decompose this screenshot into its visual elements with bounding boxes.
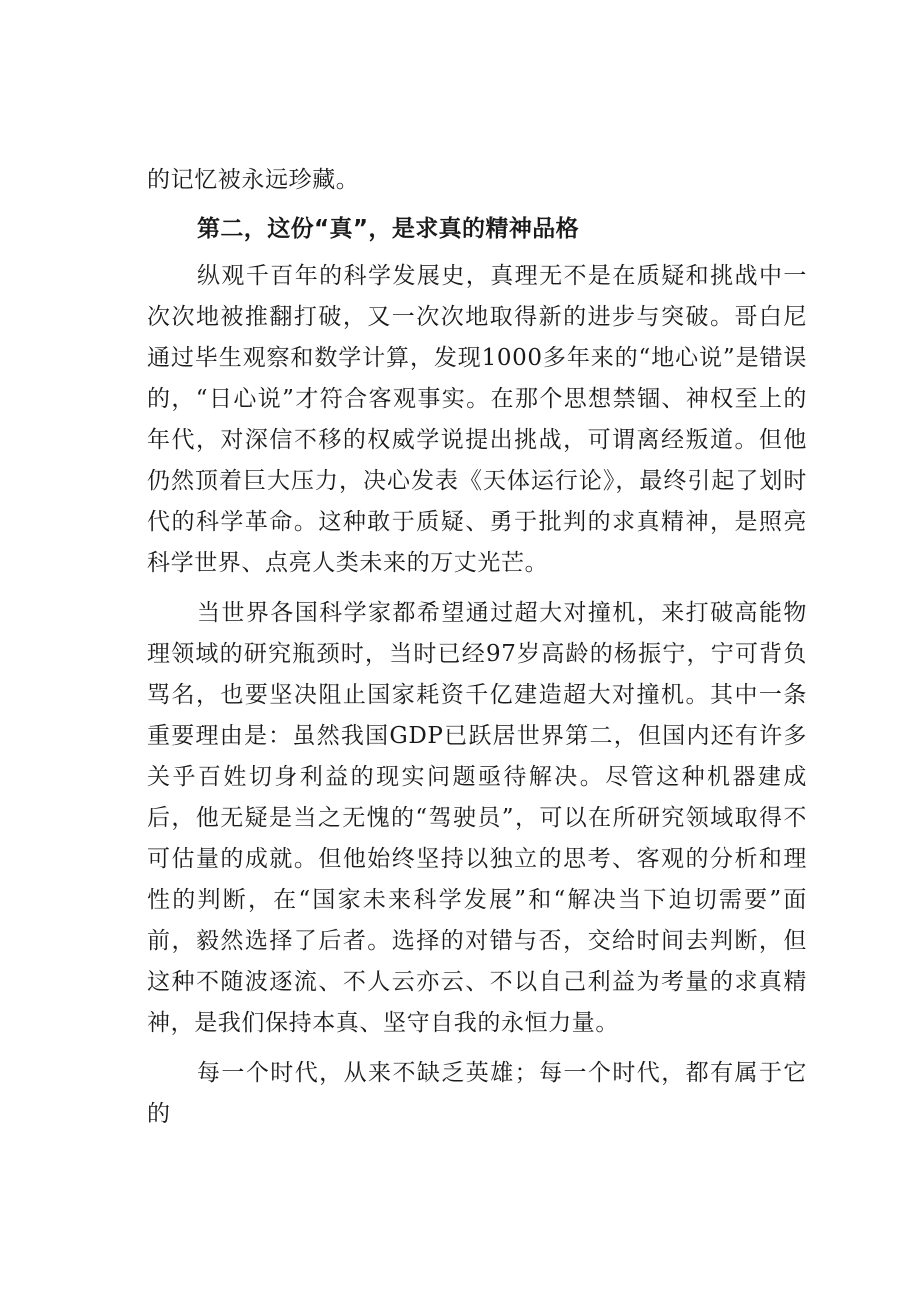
paragraph-yang-zhenning: 当世界各国科学家都希望通过超大对撞机，来打破高能物理领域的研究瓶颈时，当时已经97岁高龄的杨振宁，宁可背负骂名，也要坚决阻止国家耗资千亿建造超大对撞机。其中一条重要理由是：虽然我国GDP已跃居世界第二，但国内还有许多关乎百姓切身利益的现实问题亟待解决。尽管这种机器建成后，他无疑是当之无愧的“驾驶员”，可以在所研究领域取得不可估量的成就。但他始终坚持以独立的思考、客观的分析和理性的判断，在“国家未来科学发展”和“解决当下迫切需要”面前，毅然选择了后者。选择的对错与否，交给时间去判断，但这种不随波逐流、不人云亦云、不以自己利益为考量的求真精神，是我们保持本真、坚守自我的永恒力量。 xyxy=(147,600,807,1036)
paragraph-copernicus: 纵观千百年的科学发展史，真理无不是在质疑和挑战中一次次地被推翻打破，又一次次地取得新的进步与突破。哥白尼通过毕生观察和数学计算，发现1000多年来的“地心说”是错误的，“日心说”才符合客观事实。在那个思想禁锢、神权至上的年代，对深信不移的权威学说提出挑战，可谓离经叛道。但他仍然顶着巨大压力，决心发表《天体运行论》，最终引起了划时代的科学革命。这种敢于质疑、勇于批判的求真精神，是照亮科学世界、点亮人类未来的万丈光芒。 xyxy=(147,263,807,576)
document-body xyxy=(147,160,807,1135)
section-heading: 第二，这份“真”，是求真的精神品格 xyxy=(197,216,580,242)
continued-paragraph: 的记忆被永远珍藏。 xyxy=(147,167,360,193)
paragraph-heroes: 每一个时代，从来不缺乏英雄；每一个时代，都有属于它的 xyxy=(147,1060,807,1127)
